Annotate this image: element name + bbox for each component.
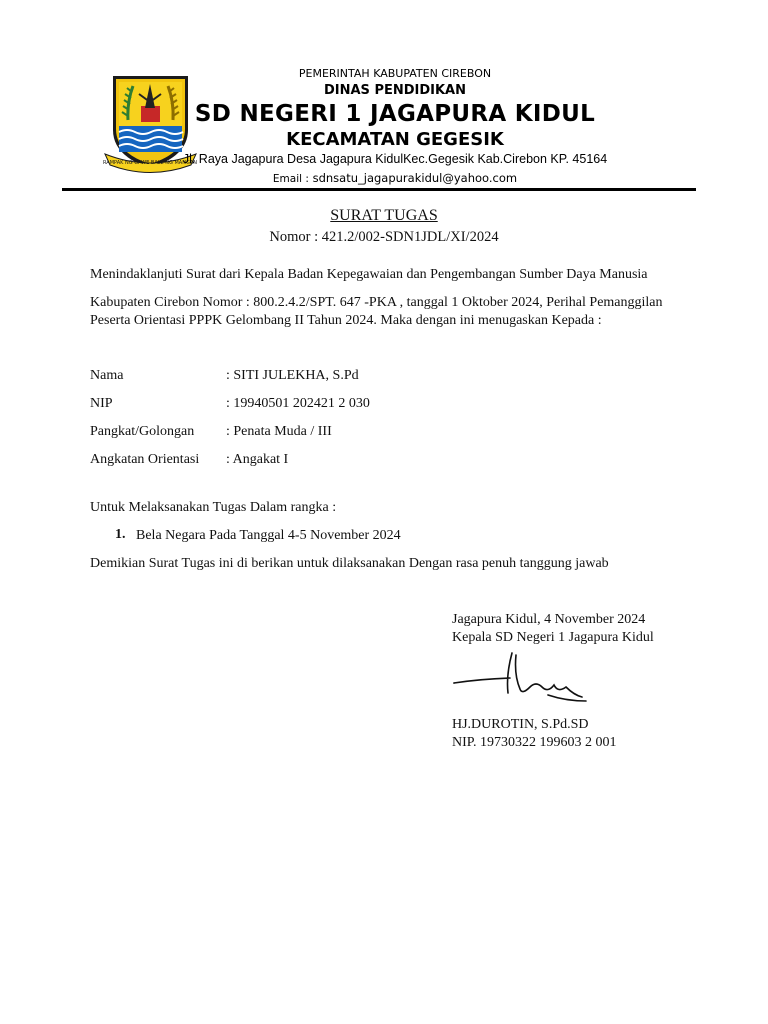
signature-place-date: Jagapura Kidul, 4 November 2024 <box>452 612 646 627</box>
signatory-name: HJ.DUROTIN, S.Pd.SD <box>452 717 589 732</box>
field-label-nama: Nama <box>90 368 124 383</box>
school-name: SD NEGERI 1 JAGAPURA KIDUL <box>194 101 596 127</box>
school-address: Jl. Raya Jagapura Desa Jagapura KidulKec.Gegesik Kab.Cirebon KP. 45164 <box>182 152 608 166</box>
field-value-nip: : 19940501 202421 2 030 <box>226 396 370 411</box>
handwritten-signature <box>450 645 590 709</box>
field-label-pangkat: Pangkat/Golongan <box>90 424 195 439</box>
department-name: DINAS PENDIDIKAN <box>323 83 467 98</box>
signatory-nip: NIP. 19730322 199603 2 001 <box>452 735 617 750</box>
task-intro: Untuk Melaksanakan Tugas Dalam rangka : <box>90 500 337 515</box>
field-value-angkatan: : Angakat I <box>226 452 289 467</box>
email-label: Email : <box>272 173 309 185</box>
intro-line: Peserta Orientasi PPPK Gelombang II Tahun 2024. Maka dengan ini menugaskan Kepada : <box>90 313 602 328</box>
field-label-nip: NIP <box>90 396 113 411</box>
task-number: 1. <box>115 527 126 542</box>
field-label-angkatan: Angkatan Orientasi <box>90 452 200 467</box>
field-value-pangkat: : Penata Muda / III <box>226 424 332 439</box>
school-email-line <box>150 171 640 185</box>
intro-line: Kabupaten Cirebon Nomor : 800.2.4.2/SPT. 647 -PKA , tanggal 1 Oktober 2024, Perihal Pemanggilan <box>90 295 663 310</box>
intro-line: Menindaklanjuti Surat dari Kepala Badan Kepegawaian dan Pengembangan Sumber Daya Manusia <box>90 267 648 282</box>
letter-title: SURAT TUGAS <box>330 207 438 224</box>
task-text: Bela Negara Pada Tanggal 4-5 November 2024 <box>136 528 401 543</box>
field-value-nama: : SITI JULEKHA, S.Pd <box>226 368 359 383</box>
closing-text: Demikian Surat Tugas ini di berikan untuk dilaksanakan Dengan rasa penuh tanggung jawab <box>90 556 609 571</box>
district-name: KECAMATAN GEGESIK <box>286 129 504 150</box>
email-address: sdnsatu_jagapurakidul@yahoo.com <box>312 171 518 185</box>
letterhead-divider <box>62 188 696 191</box>
svg-text:RAMPAK NG GAWE BALE NG MANGAN: RAMPAK NG GAWE BALE NG MANGAN <box>103 160 198 166</box>
letter-number: Nomor : 421.2/002-SDN1JDL/XI/2024 <box>269 229 499 245</box>
government-name: PEMERINTAH KABUPATEN CIREBON <box>298 67 492 80</box>
signature-position: Kepala SD Negeri 1 Jagapura Kidul <box>452 630 654 645</box>
